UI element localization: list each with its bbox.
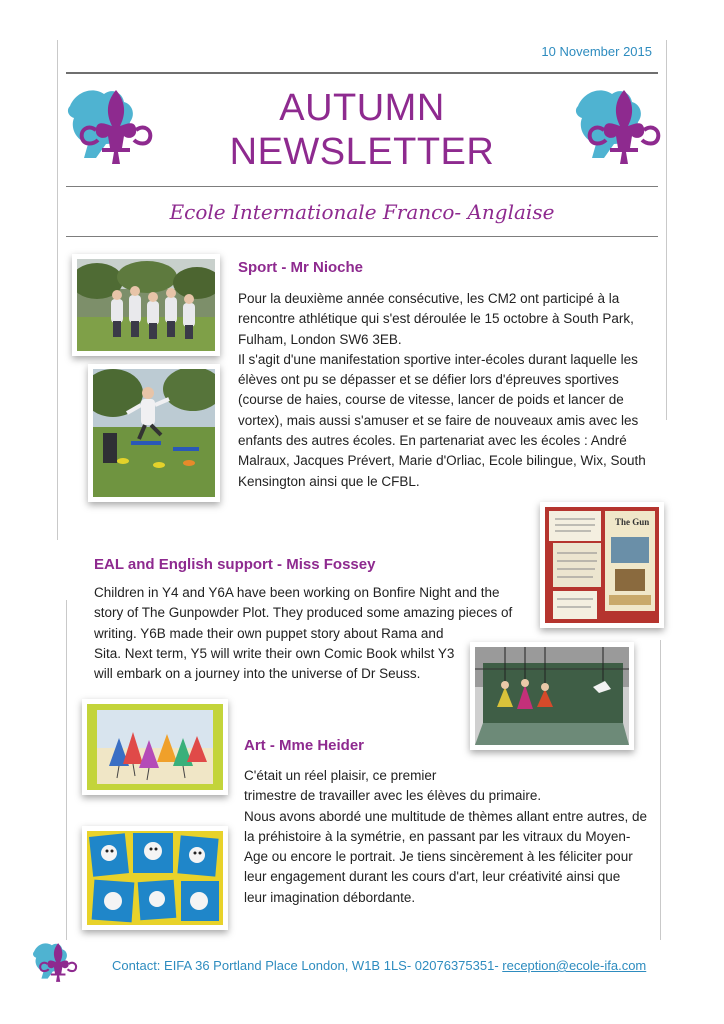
eal-heading: EAL and English support - Miss Fossey xyxy=(94,556,376,573)
sport-photo-group xyxy=(72,254,220,356)
sport-line: (course de haies, course de vitesse, lancer de poids et lancer de xyxy=(238,392,624,408)
sport-line: élèves ont pu se dépasser et se défier lors d'épreuves sportives xyxy=(238,372,619,388)
sport-line: Malraux, Jacques Prévert, Marie d'Orliac, Ecole bilingue, Wix, South xyxy=(238,453,646,469)
eal-photo-puppets xyxy=(470,642,634,750)
sport-photo-jump xyxy=(88,364,220,502)
art-line: trimestre de travailler avec les élèves du primaire. xyxy=(244,788,542,804)
school-logo-left xyxy=(66,84,154,172)
poster-title: The Gun xyxy=(615,517,650,527)
art-photo-triangles xyxy=(82,699,228,795)
eal-line: writing. Y6B made their own puppet story about Rama and xyxy=(94,625,444,641)
eal-photo-poster xyxy=(540,502,664,628)
fleur-de-lis-logo-icon xyxy=(32,940,78,986)
header-top-rule xyxy=(66,72,658,74)
footer-contact xyxy=(112,958,652,973)
art-line: Nous avons abordé une multitude de thèmes allant entre autres, de xyxy=(244,808,648,824)
newsletter-date: 10 November 2015 xyxy=(541,44,652,59)
header-bottom-rule xyxy=(66,236,658,237)
title-line-2: NEWSLETTER xyxy=(229,131,495,173)
sport-text xyxy=(238,289,648,492)
fleur-de-lis-logo-icon xyxy=(66,84,154,172)
eal-text xyxy=(94,583,514,684)
sport-line: rencontre athlétique qui s'est déroulée le 15 octobre à South Park, xyxy=(238,311,634,327)
left-margin-line xyxy=(57,40,58,540)
art-line: la préhistoire à la symétrie, en passant par les vitraux du Moyen- xyxy=(244,828,631,844)
eal-line: Children in Y4 and Y6A have been working on Bonfire Night and the xyxy=(94,585,500,600)
school-logo-right xyxy=(574,84,662,172)
art-line: Age ou encore le portrait. Je tiens sincèrement à les féliciter pour xyxy=(244,849,633,865)
school-name-subtitle: Ecole Internationale Franco- Anglaise xyxy=(169,200,555,224)
eal-line: will embark on a journey into the universe of Dr Seuss. xyxy=(94,666,421,682)
eal-line: Sita. Next term, Y5 will write their own Comic Book whilst Y3 xyxy=(94,645,455,661)
title-line-1: AUTUMN xyxy=(279,87,445,129)
sport-line: enfants des autres écoles. En partenariat avec les écoles : André xyxy=(238,433,627,449)
art-heading: Art - Mme Heider xyxy=(244,737,365,754)
right-margin-line xyxy=(666,40,667,420)
fleur-de-lis-logo-icon xyxy=(574,84,662,172)
left-margin-line-lower xyxy=(66,600,67,940)
art-photo-blue-drawings xyxy=(82,826,228,930)
footer-logo xyxy=(32,940,78,986)
sport-line: Kensington ainsi que le CFBL. xyxy=(238,473,420,489)
art-line: C'était un réel plaisir, ce premier xyxy=(244,768,437,783)
art-line: leur imagination débordante. xyxy=(244,889,416,905)
art-line: leur engagement durant les cours d'art, leur créativité ainsi que xyxy=(244,869,621,885)
sport-heading: Sport - Mr Nioche xyxy=(238,259,364,276)
sport-line: Pour la deuxième année consécutive, les CM2 ont participé à la xyxy=(238,291,620,306)
footer-contact-text: Contact: EIFA 36 Portland Place London, W1B 1LS- 02076375351- xyxy=(112,958,503,973)
sport-line: vortex), mais aussi s'amuser et se faire de nouveaux amis avec les xyxy=(238,412,639,428)
right-margin-line-lower xyxy=(660,640,661,940)
eal-line: story of The Gunpowder Plot. They produced some amazing pieces of xyxy=(94,605,513,621)
sport-line: Fulham, London SW6 3EB. xyxy=(238,331,402,347)
sport-line: Il s'agit d'une manifestation sportive inter-écoles durant laquelle les xyxy=(238,351,638,367)
header-middle-rule xyxy=(66,186,658,187)
art-text xyxy=(244,766,654,908)
newsletter-title xyxy=(160,86,564,174)
footer-email-link[interactable]: reception@ecole-ifa.com xyxy=(502,958,647,973)
